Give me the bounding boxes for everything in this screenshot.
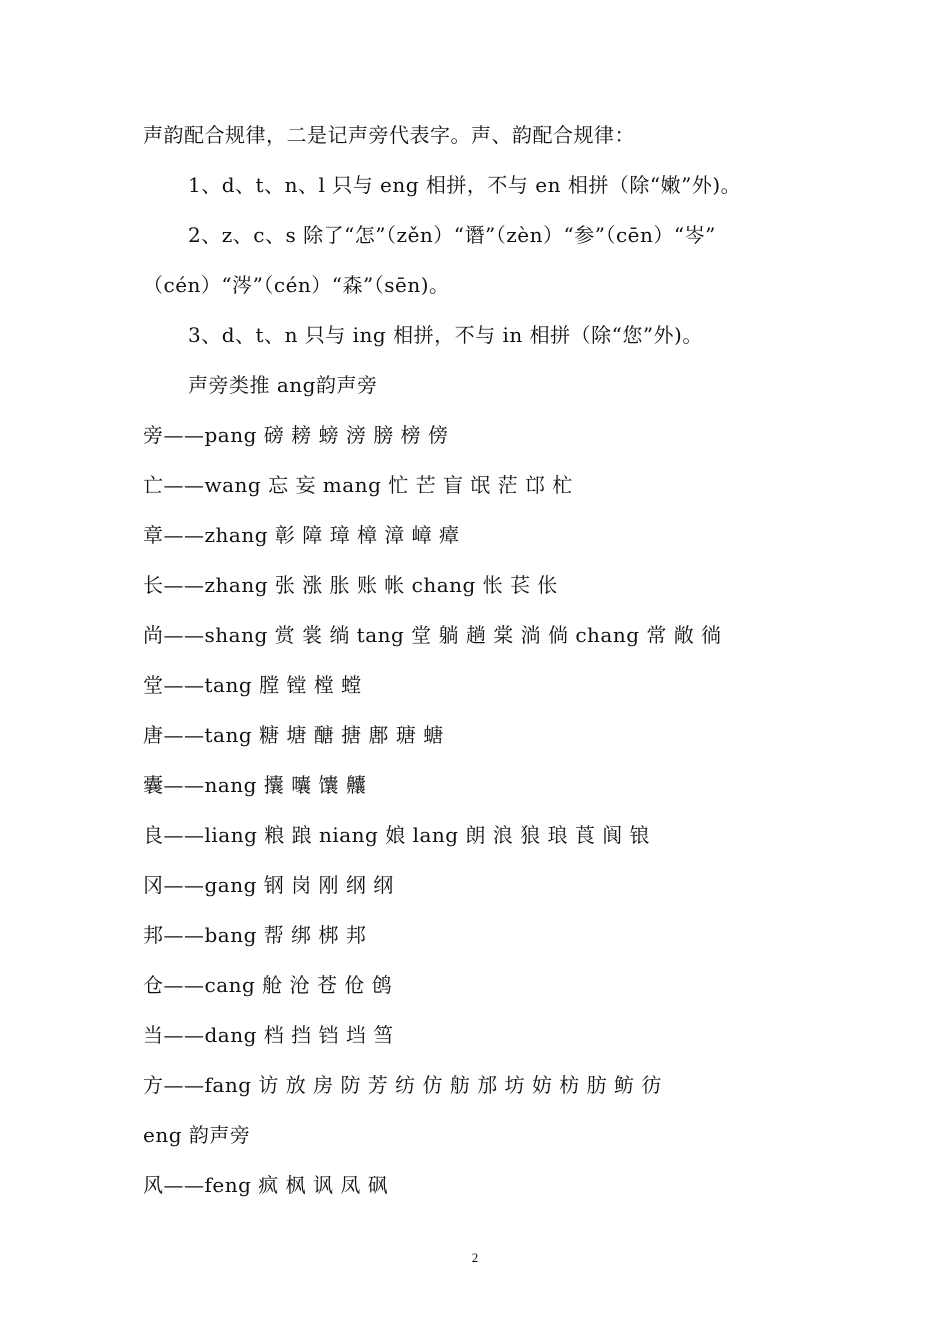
- phonetic-row: 冈——gang 钢 岗 刚 纲 纲: [143, 873, 394, 897]
- section-heading-eng: eng 韵声旁: [143, 1123, 251, 1147]
- phonetic-row: 堂——tang 膛 镗 樘 螳: [143, 673, 362, 697]
- phonetic-row: 方——fang 访 放 房 防 芳 纺 仿 舫 邡 坊 妨 枋 肪 鲂 彷: [143, 1073, 662, 1097]
- phonetic-row: 风——feng 疯 枫 讽 凤 砜: [143, 1173, 389, 1197]
- phonetic-row: 良——liang 粮 踉 niang 娘 lang 朗 浪 狼 琅 莨 阆 锒: [143, 823, 651, 847]
- page-number: 2: [471, 1250, 479, 1265]
- phonetic-row: 旁——pang 磅 耪 螃 滂 膀 榜 傍: [143, 423, 449, 447]
- section-heading-ang: 声旁类推 ang韵声旁: [188, 373, 378, 397]
- rule-3: 3、d、t、n 只与 ing 相拼，不与 in 相拼（除“您”外)。: [188, 323, 703, 347]
- phonetic-row: 囊——nang 攮 囔 馕 齉: [143, 773, 367, 797]
- rule-2-continued: （cén）“涔”（cén）“森”（sēn)。: [143, 273, 450, 297]
- phonetic-row: 亡——wang 忘 妄 mang 忙 芒 盲 氓 茫 邙 杧: [143, 473, 573, 497]
- phonetic-row: 章——zhang 彰 障 璋 樟 漳 嶂 瘴: [143, 523, 460, 547]
- text-line: 声韵配合规律，二是记声旁代表字。声、韵配合规律：: [143, 123, 635, 147]
- phonetic-row: 长——zhang 张 涨 胀 账 帐 chang 怅 苌 伥: [143, 573, 558, 597]
- rule-2: 2、z、c、s 除了“怎”（zěn）“谮”（zèn）“参”（cēn）“岑”: [188, 223, 716, 247]
- rule-1: 1、d、t、n、l 只与 eng 相拼，不与 en 相拼（除“嫩”外)。: [188, 173, 742, 197]
- phonetic-row: 唐——tang 糖 塘 醣 搪 鄌 瑭 螗: [143, 723, 444, 747]
- phonetic-row: 邦——bang 帮 绑 梆 邦: [143, 923, 367, 947]
- phonetic-row: 仓——cang 舱 沧 苍 伧 鸧: [143, 973, 393, 997]
- phonetic-row: 当——dang 档 挡 铛 垱 筜: [143, 1023, 394, 1047]
- phonetic-row: 尚——shang 赏 裳 绱 tang 堂 躺 趟 棠 淌 倘 chang 常 敞 徜: [143, 623, 722, 647]
